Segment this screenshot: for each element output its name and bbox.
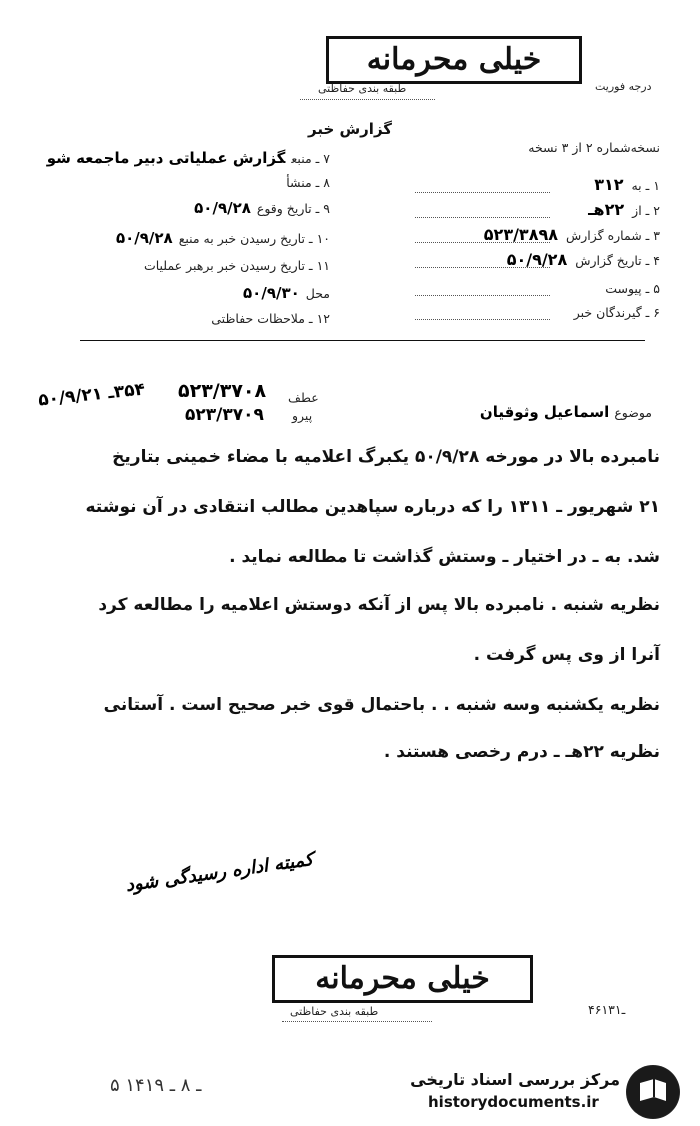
classification-stamp-top: خیلی محرمانه [326,36,582,84]
archive-logo-icon [626,1065,680,1119]
atf-label: عطف [288,390,319,405]
field-label: ۶ ـ گیرندگان خبر [573,305,660,320]
field-value: ۵۰/۹/۳۰ [243,284,300,302]
subject-label: موضوع [614,405,652,420]
classification-stamp-bottom: خیلی محرمانه [272,955,533,1003]
field-label: ۱۰ ـ تاریخ رسیدن خبر به منبع [178,231,330,246]
header-divider [80,340,645,341]
atf-value: ۵۲۳/۳۷۰۸ [178,380,267,402]
left-field-row [45,172,330,191]
body-line: نظریه یکشنبه وسه شنبه . . باحتمال قوی خبر صحیح است . آستانی [103,695,660,715]
form-code: ۴۶ـ۱۳۱ [588,1002,626,1017]
field-label: ۸ ـ منشأ [286,175,330,190]
field-label: ۵ ـ پیوست [605,281,660,296]
left-field-row [45,198,330,217]
field-value: ۵۲۳/۳۸۹۸ [483,225,558,244]
bottom-dots [282,1020,432,1022]
peyro-value: ۵۲۳/۳۷۰۹ [185,405,264,425]
copy-number-text: نسخه‌شماره ۲ از ۳ نسخه [528,140,660,155]
body-line: نامبرده بالا در مورخه ۵۰/۹/۲۸ یکبرگ اعلامیه با مضاء خمینی بتاریخ [112,447,660,467]
margin-note: ۳۵۴ـ ۵۰/۹/۲۱ [37,379,146,411]
left-field-row [45,255,330,274]
field-dots [415,241,550,243]
field-label: محل [305,286,330,301]
field-dots [415,216,550,218]
field-label: ۱۲ ـ ملاحظات حفاظتی [211,311,330,326]
field-value: گزارش عملیاتی دبیر ماجمعه شو [46,149,286,167]
field-value: ۳۱۲ [594,175,624,194]
subject-row [392,402,652,421]
left-field-row [45,148,330,167]
handwritten-note: کمیته اداره رسیدگی شود [124,848,315,897]
classification-dots [300,98,435,100]
left-field-row [45,283,330,302]
field-label: ۱۱ ـ تاریخ رسیدن خبر برهبر عملیات [143,258,330,273]
field-dots [415,294,550,296]
field-label: ۷ ـ منبع [291,151,330,166]
field-dots [415,266,550,268]
body-line: نظریه ۲۲هـ ـ درم رخصی هستند . [383,742,660,762]
body-line: شد. به ـ در اختیار ـ وستش گذاشت تا مطالعه نماید . [229,547,660,567]
subject-value: اسماعیل وثوقیان [479,403,610,421]
classification-label-top: طبقه بندی حفاظتی [318,82,407,95]
priority-label: درجه فوریت [595,80,652,93]
body-line: ۲۱ شهریور ـ ۱۳۱۱ را که درباره سپاهدین مطالب انتقادی در آن نوشته [85,497,660,517]
field-label: ۳ ـ شماره گزارش [565,228,660,243]
classification-label-bottom: طبقه بندی حفاظتی [290,1005,379,1018]
field-dots [415,318,550,320]
footer-org-name: مرکز بررسی اسناد تاریخی [410,1070,620,1089]
report-title: گزارش خبر [307,120,393,138]
field-value: ۵۰/۹/۲۸ [506,250,568,269]
field-label: ۱ ـ به [631,178,660,193]
field-value: ۵۰/۹/۲۸ [194,199,251,217]
left-field-row [45,228,330,247]
field-label: ۲ ـ از [632,203,660,218]
field-value: ۵۰/۹/۲۸ [115,229,173,247]
field-value: ۲۲هـ [588,200,625,219]
field-label: ۴ ـ تاریخ گزارش [575,253,660,268]
footer-site: historydocuments.ir [428,1093,599,1111]
archive-code: ۵ ـ ۸ ـ ۱۴۱۹ [110,1075,202,1096]
copy-number-line [420,140,660,155]
body-line: نظریه شنبه . نامبرده بالا پس از آنکه دوستش اعلامیه را مطالعه کرد [98,595,660,615]
peyro-label: پیرو [292,408,313,423]
left-field-row [45,308,330,327]
field-label: ۹ ـ تاریخ وقوع [256,201,330,216]
body-line: آنرا از وی پس گرفت . [473,645,660,665]
field-dots [415,191,550,193]
